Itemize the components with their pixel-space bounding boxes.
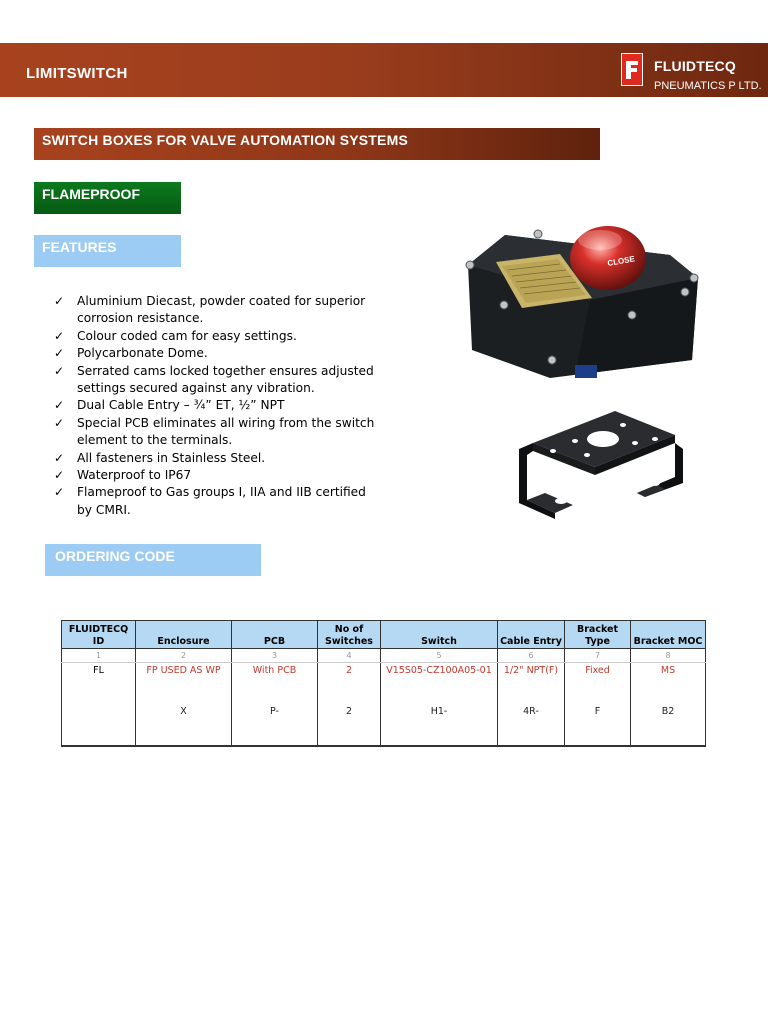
checkmark-icon: ✓ [54,415,65,430]
code-cell: H1- [381,678,498,746]
column-header: Switch [381,621,498,649]
category-label: FLAMEPROOF [34,182,181,214]
column-number: 1 [62,649,136,663]
sample-cell: 1/2" NPT(F) [498,663,565,679]
column-number: 7 [565,649,631,663]
checkmark-icon: ✓ [54,485,65,500]
code-cell: P- [232,678,318,746]
sample-cell: MS [631,663,706,679]
sample-cell: FL [62,663,136,679]
table-row [62,649,706,663]
checkmark-icon: ✓ [54,294,65,308]
feature-item: ✓ Flameproof to Gas groups I, IIA and IIB certified by CMRI. [54,485,366,517]
feature-item: ✓ Polycarbonate Dome. [54,345,384,362]
features-list [54,293,384,519]
table-header-row [62,621,706,649]
feature-item: ✓ Serrated cams locked together ensures adjusted settings secured against any vibration. [54,363,374,396]
column-header: Enclosure [136,621,232,649]
sample-cell: 2 [318,663,381,679]
section-banner: SWITCH BOXES FOR VALVE AUTOMATION SYSTEMS [34,128,600,160]
table-row [62,663,706,679]
code-cell [62,678,136,746]
features-heading: FEATURES [34,235,181,267]
column-number: 5 [381,649,498,663]
brand-subtitle: PNEUMATICS P LTD. [654,80,762,92]
code-cell: 4R- [498,678,565,746]
page-title: LIMITSWITCH [26,65,128,82]
code-cell: X [136,678,232,746]
switch-box-image [460,210,705,380]
checkmark-icon: ✓ [54,450,65,465]
ordering-code-table [61,620,706,747]
sample-cell: With PCB [232,663,318,679]
fluidtecq-logo-icon [621,53,643,86]
feature-item: ✓ Waterproof to IP67 [54,467,384,484]
column-header: Bracket Type [565,621,631,649]
feature-item: ✓ Colour coded cam for easy settings. [54,328,384,345]
code-cell: F [565,678,631,746]
column-header: Bracket MOC [631,621,706,649]
bracket-image [515,405,690,520]
feature-item: ✓ All fasteners in Stainless Steel. [54,450,384,467]
column-header: FLUIDTECQ ID [62,621,136,649]
feature-item: ✓ Aluminium Diecast, powder coated for superior corrosion resistance. [54,294,366,326]
sample-cell: FP USED AS WP [136,663,232,679]
checkmark-icon: ✓ [54,398,65,413]
feature-item: ✓ Special PCB eliminates all wiring from the switch element to the terminals. [54,415,375,448]
header-bar [0,43,768,97]
checkmark-icon: ✓ [54,346,65,361]
column-header: No of Switches [318,621,381,649]
dome-label: CLOSE [606,254,636,268]
code-cell: 2 [318,678,381,746]
checkmark-icon: ✓ [54,363,65,378]
brand-name: FLUIDTECQ [654,58,736,74]
sample-cell: V15S05-CZ100A05-01 [381,663,498,679]
column-number: 8 [631,649,706,663]
ordering-code-heading: ORDERING CODE [45,544,261,576]
column-number: 6 [498,649,565,663]
feature-item: ✓ Dual Cable Entry – ¾” ET, ½” NPT [54,397,384,414]
column-number: 2 [136,649,232,663]
checkmark-icon: ✓ [54,468,65,483]
column-header: PCB [232,621,318,649]
table-row [62,678,706,746]
checkmark-icon: ✓ [54,328,65,343]
column-header: Cable Entry [498,621,565,649]
code-cell: B2 [631,678,706,746]
sample-cell: Fixed [565,663,631,679]
column-number: 4 [318,649,381,663]
column-number: 3 [232,649,318,663]
